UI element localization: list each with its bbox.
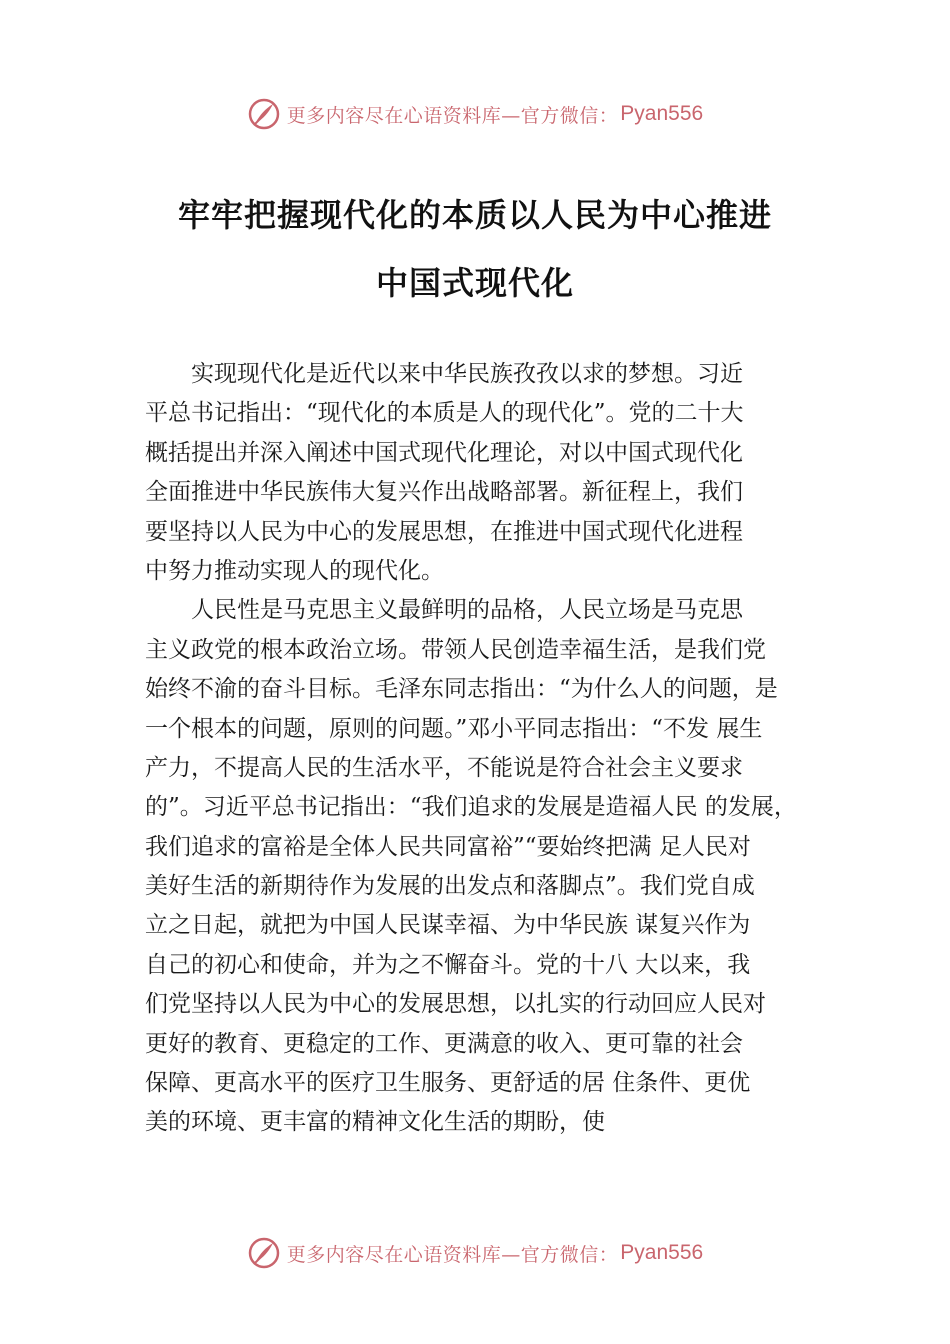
watermark-wechat-id: Pyan556 [620,102,704,125]
quill-logo-icon [247,1236,281,1270]
body-line: 美好生活的新期待作为发展的出发点和落脚点”。我们党自成 [145,873,755,900]
body-line: 全面推进中华民族伟大复兴作出战略部署。新征程上，我们 [145,479,743,506]
watermark-wechat-id: Pyan556 [620,1241,704,1264]
body-line: 概括提出并深入阐述中国式现代化理论，对以中国式现代化 [145,439,743,466]
document-title-line-1: 牢牢把握现代化的本质以人民为中心推进 [177,196,772,234]
watermark-text: 更多内容尽在心语资料库—官方微信： [286,104,619,127]
body-line: 要坚持以人民为中心的发展思想，在推进中国式现代化进程 [145,518,743,545]
body-line: 平总书记指出：“现代化的本质是人的现代化”。党的二十大 [145,400,744,427]
watermark-text: 更多内容尽在心语资料库—官方微信： [286,1243,619,1266]
body-line: 自己的初心和使命，并为之不懈奋斗。党的十八 大以来，我 [145,951,751,978]
body-line: 更好的教育、更稳定的工作、更满意的收入、更可靠的社会 [145,1030,743,1057]
body-line: 的”。习近平总书记指出：“我们追求的发展是造福人民 的发展， [145,794,797,821]
document-body [145,355,835,1143]
body-line: 实现现代化是近代以来中华民族孜孜以求的梦想。习近 [145,361,743,387]
header-watermark [0,94,950,134]
body-line: 人民性是马克思主义最鲜明的品格，人民立场是马克思 [145,597,743,624]
body-line: 主义政党的根本政治立场。带领人民创造幸福生活，是我们党 [145,636,766,663]
footer-watermark [0,1233,950,1273]
quill-logo-icon [247,97,281,131]
body-line: 保障、更高水平的医疗卫生服务、更舒适的居 住条件、更优 [145,1070,751,1097]
body-line: 中努力推动实现人的现代化。 [145,557,444,584]
body-line: 立之日起，就把为中国人民谋幸福、为中华民族 谋复兴作为 [145,912,751,939]
body-line: 们党坚持以人民为中心的发展思想，以扎实的行动回应人民对 [145,991,766,1018]
body-line: 美的环境、更丰富的精神文化生活的期盼，使 [145,1109,605,1136]
body-line: 我们追求的富裕是全体人民共同富裕”“要始终把满 足人民对 [145,833,751,860]
body-line: 一个根本的问题，原则的问题。”邓小平同志指出：“不发 展生 [145,715,763,742]
body-line: 产力，不提高人民的生活水平，不能说是符合社会主义要求 [145,754,743,781]
body-line: 始终不渝的奋斗目标。毛泽东同志指出：“为什么人的问题，是 [145,676,778,703]
document-title-line-2: 中国式现代化 [375,264,574,302]
